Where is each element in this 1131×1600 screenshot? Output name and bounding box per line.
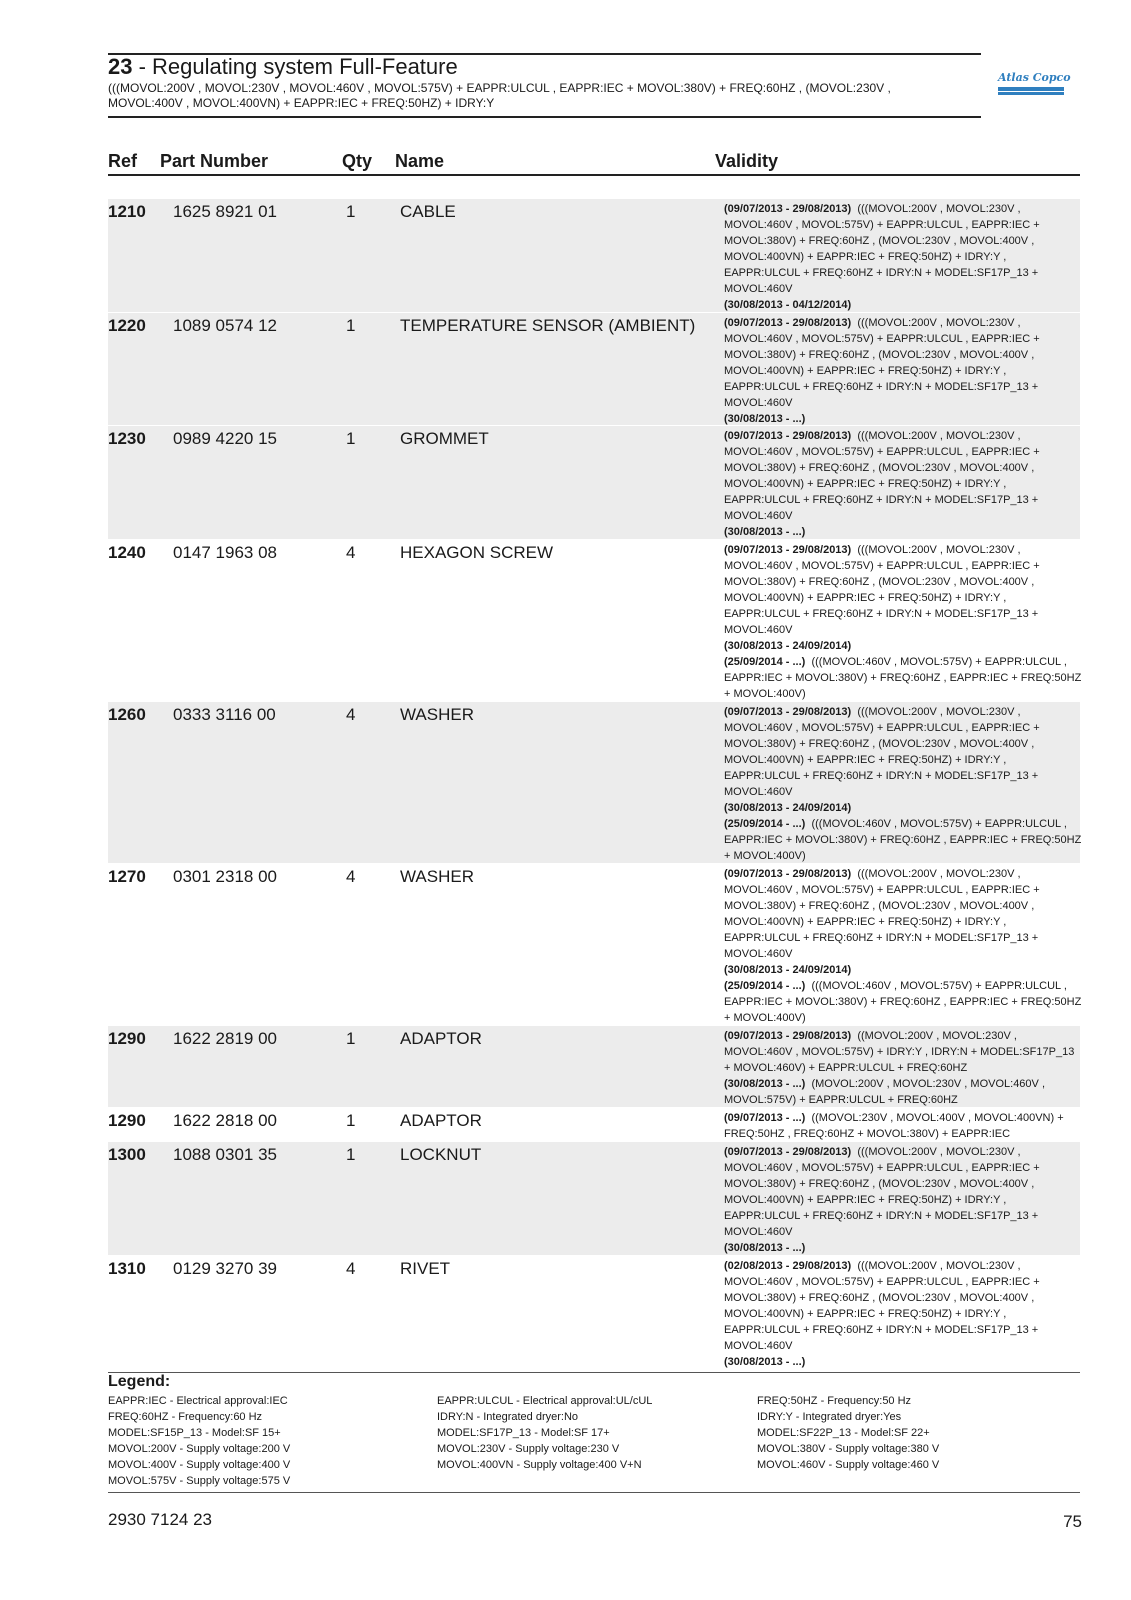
row-name: WASHER [400,867,474,886]
row-qty: 4 [346,867,356,886]
validity-condition: + MOVOL:400V) [724,688,806,700]
legend-entry: FREQ:60HZ - Frequency:60 Hz [108,1411,263,1423]
validity-date-range: (09/07/2013 - 29/08/2013) [724,203,852,215]
table-header-rule [108,174,1080,176]
validity-condition: EAPPR:ULCUL + FREQ:60HZ + IDRY:N + MODEL:SF17P_13 + [724,932,1039,944]
header-bottom-rule [108,116,981,118]
table-row [108,1142,1080,1255]
validity-condition: (((MOVOL:460V , MOVOL:575V) + EAPPR:ULCUL , [811,980,1067,992]
validity-condition: MOVOL:380V) + FREQ:60HZ , (MOVOL:230V , MOVOL:400V , [724,235,1035,247]
section-number: 23 [108,54,133,79]
validity-date-range: (09/07/2013 - 29/08/2013) [724,706,852,718]
row-ref: 1310 [108,1259,146,1278]
validity-line [724,994,1084,1010]
row-ref: 1300 [108,1145,146,1164]
validity-line [724,978,1084,994]
row-name: CABLE [400,202,456,221]
validity-condition: + MOVOL:400V) [724,1012,806,1024]
legend-entry: MODEL:SF17P_13 - Model:SF 17+ [437,1427,610,1439]
validity-date-range: (09/07/2013 - 29/08/2013) [724,544,852,556]
validity-condition: MOVOL:460V , MOVOL:575V) + EAPPR:ULCUL , EAPPR:IEC + [724,333,1040,345]
validity-condition: MOVOL:400VN) + EAPPR:IEC + FREQ:50HZ) + IDRY:Y , [724,478,1007,490]
validity-condition: ((MOVOL:200V , MOVOL:230V , [857,1030,1017,1042]
validity-condition: ((MOVOL:230V , MOVOL:400V , MOVOL:400VN) + [811,1112,1064,1124]
table-row [108,540,1080,701]
validity-condition: MOVOL:380V) + FREQ:60HZ , (MOVOL:230V , MOVOL:400V , [724,462,1035,474]
validity-condition: MOVOL:460V [724,624,793,636]
validity-line [724,720,1084,736]
row-part-number: 0147 1963 08 [173,543,277,562]
legend-entry: IDRY:N - Integrated dryer:No [437,1411,579,1423]
validity-condition: (((MOVOL:200V , MOVOL:230V , [857,317,1021,329]
validity-line [724,930,1084,946]
validity-line [724,638,1084,654]
validity-condition: MOVOL:460V [724,510,793,522]
validity-condition: MOVOL:575V) + EAPPR:ULCUL + FREQ:60HZ [724,1094,958,1106]
legend-entry: MOVOL:400V - Supply voltage:400 V [108,1459,291,1471]
legend-entry: MODEL:SF15P_13 - Model:SF 15+ [108,1427,281,1439]
validity-condition: MOVOL:400VN) + EAPPR:IEC + FREQ:50HZ) + IDRY:Y , [724,754,1007,766]
row-part-number: 1622 2819 00 [173,1029,277,1048]
section-subtitle: (((MOVOL:200V , MOVOL:230V , MOVOL:460V , MOVOL:575V) + EAPPR:ULCUL , EAPPR:IEC + MOVOL:380V) + FREQ:60HZ , (MOVOL:230V , MOVOL:400V , MOVOL:400VN) + EAPPR:IEC + FREQ:50HZ) + IDRY:Y [108,81,891,110]
validity-line [724,1290,1084,1306]
row-qty: 1 [346,1029,356,1048]
legend-entry: EAPPR:IEC - Electrical approval:IEC [108,1395,288,1407]
section-title-text: - Regulating system Full-Feature [132,54,458,79]
row-part-number: 0301 2318 00 [173,867,277,886]
validity-condition: EAPPR:ULCUL + FREQ:60HZ + IDRY:N + MODEL:SF17P_13 + [724,1324,1039,1336]
row-part-number: 0333 3116 00 [173,705,276,724]
row-qty: 1 [346,1145,356,1164]
validity-condition: EAPPR:ULCUL + FREQ:60HZ + IDRY:N + MODEL:SF17P_13 + [724,381,1039,393]
table-row [108,702,1080,863]
validity-date-range: (09/07/2013 - 29/08/2013) [724,317,852,329]
row-qty: 1 [346,429,356,448]
validity-line [724,1354,1084,1370]
document-number: 2930 7124 23 [108,1510,212,1529]
validity-line [724,768,1084,784]
validity-line [724,1224,1084,1240]
validity-line [724,331,1084,347]
validity-date-range: (30/08/2013 - ...) [724,526,806,538]
validity-condition: MOVOL:460V [724,283,793,295]
validity-condition: MOVOL:460V , MOVOL:575V) + EAPPR:ULCUL , EAPPR:IEC + [724,219,1040,231]
row-part-number: 1088 0301 35 [173,1145,277,1164]
row-ref: 1270 [108,867,146,886]
validity-line [724,542,1084,558]
validity-condition: MOVOL:380V) + FREQ:60HZ , (MOVOL:230V , MOVOL:400V , [724,1292,1035,1304]
validity-line [724,201,1084,217]
row-validity [724,1144,1084,1256]
row-validity [724,428,1084,540]
validity-line [724,784,1084,800]
legend-bottom-rule [108,1492,1080,1493]
validity-condition: (((MOVOL:460V , MOVOL:575V) + EAPPR:ULCUL , [811,656,1067,668]
validity-line [724,898,1084,914]
validity-condition: (((MOVOL:200V , MOVOL:230V , [857,430,1021,442]
atlas-copco-logo [998,68,1071,96]
validity-line [724,476,1084,492]
validity-line [724,1240,1084,1256]
validity-line [724,606,1084,622]
legend-entry: MODEL:SF22P_13 - Model:SF 22+ [757,1427,930,1439]
validity-condition: EAPPR:ULCUL + FREQ:60HZ + IDRY:N + MODEL:SF17P_13 + [724,770,1039,782]
validity-line [724,444,1084,460]
row-qty: 4 [346,543,356,562]
table-row [108,199,1080,312]
validity-line [724,832,1084,848]
validity-line [724,1274,1084,1290]
validity-condition: MOVOL:380V) + FREQ:60HZ , (MOVOL:230V , MOVOL:400V , [724,576,1035,588]
row-part-number: 0989 4220 15 [173,429,277,448]
validity-condition: MOVOL:380V) + FREQ:60HZ , (MOVOL:230V , MOVOL:400V , [724,1178,1035,1190]
validity-condition: MOVOL:460V , MOVOL:575V) + EAPPR:ULCUL , EAPPR:IEC + [724,560,1040,572]
validity-line [724,558,1084,574]
validity-condition: MOVOL:460V [724,1226,793,1238]
logo-bar-bottom [998,92,1064,95]
legend-entry: EAPPR:ULCUL - Electrical approval:UL/cUL [437,1395,653,1407]
column-header-part-number: Part Number [160,151,269,171]
validity-line [724,281,1084,297]
validity-line [724,249,1084,265]
validity-line [724,736,1084,752]
validity-condition: EAPPR:IEC + MOVOL:380V) + FREQ:60HZ , EAPPR:IEC + FREQ:50HZ [724,996,1082,1008]
validity-line [724,395,1084,411]
validity-line [724,866,1084,882]
validity-date-range: (30/08/2013 - 24/09/2014) [724,640,852,652]
validity-line [724,428,1084,444]
validity-condition: EAPPR:ULCUL + FREQ:60HZ + IDRY:N + MODEL:SF17P_13 + [724,608,1039,620]
validity-condition: + MOVOL:460V) + EAPPR:ULCUL + FREQ:60HZ [724,1062,968,1074]
row-validity [724,866,1084,1026]
validity-condition: MOVOL:460V , MOVOL:575V) + EAPPR:ULCUL , EAPPR:IEC + [724,1276,1040,1288]
validity-date-range: (30/08/2013 - ...) [724,1356,806,1368]
validity-line [724,1076,1084,1092]
validity-condition: MOVOL:460V , MOVOL:575V) + IDRY:Y , IDRY:N + MODEL:SF17P_13 [724,1046,1075,1058]
validity-line [724,1306,1084,1322]
validity-line [724,1144,1084,1160]
validity-date-range: (09/07/2013 - 29/08/2013) [724,430,852,442]
row-ref: 1290 [108,1111,146,1130]
validity-date-range: (25/09/2014 - ...) [724,656,806,668]
validity-date-range: (30/08/2013 - 04/12/2014) [724,299,852,311]
validity-condition: (((MOVOL:460V , MOVOL:575V) + EAPPR:ULCUL , [811,818,1067,830]
row-name: HEXAGON SCREW [400,543,554,562]
row-qty: 1 [346,1111,356,1130]
validity-line [724,217,1084,233]
legend-entry: MOVOL:460V - Supply voltage:460 V [757,1459,940,1471]
validity-line [724,752,1084,768]
logo-bar-top [998,87,1064,91]
validity-line [724,800,1084,816]
table-row [108,426,1080,539]
validity-condition: (MOVOL:200V , MOVOL:230V , MOVOL:460V , [811,1078,1045,1090]
row-name: WASHER [400,705,474,724]
row-name: RIVET [400,1259,451,1278]
validity-date-range: (09/07/2013 - 29/08/2013) [724,1030,852,1042]
validity-condition: MOVOL:460V [724,786,793,798]
validity-line [724,848,1084,864]
validity-condition: MOVOL:460V , MOVOL:575V) + EAPPR:ULCUL , EAPPR:IEC + [724,884,1040,896]
legend-entry: MOVOL:575V - Supply voltage:575 V [108,1475,291,1487]
table-row [108,1108,1080,1141]
validity-condition: (((MOVOL:200V , MOVOL:230V , [857,544,1021,556]
page-number: 75 [1063,1512,1082,1531]
validity-condition: MOVOL:400VN) + EAPPR:IEC + FREQ:50HZ) + IDRY:Y , [724,1194,1007,1206]
row-ref: 1230 [108,429,146,448]
validity-condition: EAPPR:ULCUL + FREQ:60HZ + IDRY:N + MODEL:SF17P_13 + [724,1210,1039,1222]
table-row [108,864,1080,1025]
validity-line [724,363,1084,379]
validity-line [724,654,1084,670]
validity-condition: MOVOL:400VN) + EAPPR:IEC + FREQ:50HZ) + IDRY:Y , [724,251,1007,263]
validity-condition: MOVOL:460V , MOVOL:575V) + EAPPR:ULCUL , EAPPR:IEC + [724,1162,1040,1174]
row-qty: 4 [346,705,356,724]
validity-condition: FREQ:50HZ , FREQ:60HZ + MOVOL:380V) + EAPPR:IEC [724,1128,1011,1140]
validity-date-range: (30/08/2013 - ...) [724,1078,806,1090]
row-part-number: 1089 0574 12 [173,316,277,335]
validity-line [724,1126,1084,1142]
validity-line [724,460,1084,476]
validity-line [724,265,1084,281]
table-row [108,313,1080,425]
validity-date-range: (09/07/2013 - 29/08/2013) [724,868,852,880]
row-qty: 1 [346,316,356,335]
validity-line [724,1028,1084,1044]
validity-line [724,1322,1084,1338]
validity-line [724,704,1084,720]
row-ref: 1290 [108,1029,146,1048]
validity-condition: MOVOL:400VN) + EAPPR:IEC + FREQ:50HZ) + IDRY:Y , [724,1308,1007,1320]
validity-condition: (((MOVOL:200V , MOVOL:230V , [857,1146,1021,1158]
validity-date-range: (25/09/2014 - ...) [724,980,806,992]
legend-top-rule [108,1372,1080,1373]
row-validity [724,1258,1084,1370]
validity-line [724,590,1084,606]
validity-date-range: (30/08/2013 - 24/09/2014) [724,964,852,976]
validity-condition: MOVOL:460V [724,1340,793,1352]
validity-condition: MOVOL:400VN) + EAPPR:IEC + FREQ:50HZ) + IDRY:Y , [724,916,1007,928]
validity-condition: MOVOL:380V) + FREQ:60HZ , (MOVOL:230V , MOVOL:400V , [724,900,1035,912]
row-part-number: 0129 3270 39 [173,1259,277,1278]
validity-condition: EAPPR:ULCUL + FREQ:60HZ + IDRY:N + MODEL:SF17P_13 + [724,267,1039,279]
row-ref: 1220 [108,316,146,335]
validity-condition: (((MOVOL:200V , MOVOL:230V , [857,706,1021,718]
row-validity [724,1110,1084,1142]
validity-date-range: (02/08/2013 - 29/08/2013) [724,1260,852,1272]
validity-condition: MOVOL:460V , MOVOL:575V) + EAPPR:ULCUL , EAPPR:IEC + [724,446,1040,458]
validity-date-range: (25/09/2014 - ...) [724,818,806,830]
logo-text: Atlas Copco [998,71,1071,84]
row-validity [724,542,1084,702]
validity-line [724,622,1084,638]
validity-line [724,962,1084,978]
validity-line [724,492,1084,508]
row-qty: 4 [346,1259,356,1278]
section-title [108,55,458,79]
validity-line [724,233,1084,249]
legend-entry: MOVOL:230V - Supply voltage:230 V [437,1443,620,1455]
validity-line [724,1208,1084,1224]
validity-line [724,1092,1084,1108]
row-ref: 1260 [108,705,146,724]
column-header-ref: Ref [108,151,138,171]
validity-line [724,379,1084,395]
row-validity [724,315,1084,427]
validity-line [724,1258,1084,1274]
legend-title: Legend: [108,1373,171,1390]
row-name: TEMPERATURE SENSOR (AMBIENT) [400,316,696,335]
validity-condition: (((MOVOL:200V , MOVOL:230V , [857,1260,1021,1272]
row-name: ADAPTOR [400,1111,482,1130]
validity-condition: MOVOL:380V) + FREQ:60HZ , (MOVOL:230V , MOVOL:400V , [724,349,1035,361]
row-name: ADAPTOR [400,1029,482,1048]
validity-line [724,1110,1084,1126]
validity-condition: (((MOVOL:200V , MOVOL:230V , [857,203,1021,215]
validity-line [724,882,1084,898]
table-row [108,1026,1080,1107]
row-name: LOCKNUT [400,1145,482,1164]
table-row [108,1256,1080,1369]
validity-date-range: (30/08/2013 - ...) [724,413,806,425]
validity-condition: MOVOL:400VN) + EAPPR:IEC + FREQ:50HZ) + IDRY:Y , [724,365,1007,377]
validity-line [724,508,1084,524]
row-name: GROMMET [400,429,489,448]
validity-line [724,686,1084,702]
validity-date-range: (09/07/2013 - 29/08/2013) [724,1146,852,1158]
validity-line [724,1044,1084,1060]
validity-line [724,347,1084,363]
validity-condition: MOVOL:460V [724,397,793,409]
validity-line [724,670,1084,686]
validity-line [724,1160,1084,1176]
validity-line [724,1192,1084,1208]
validity-condition: EAPPR:IEC + MOVOL:380V) + FREQ:60HZ , EAPPR:IEC + FREQ:50HZ [724,834,1082,846]
validity-line [724,1010,1084,1026]
validity-line [724,914,1084,930]
legend-entry: MOVOL:400VN - Supply voltage:400 V+N [437,1459,642,1471]
validity-condition: MOVOL:400VN) + EAPPR:IEC + FREQ:50HZ) + IDRY:Y , [724,592,1007,604]
row-ref: 1240 [108,543,146,562]
validity-line [724,1338,1084,1354]
validity-line [724,574,1084,590]
validity-condition: MOVOL:460V [724,948,793,960]
validity-line [724,411,1084,427]
column-header-validity: Validity [715,151,779,171]
row-ref: 1210 [108,202,146,221]
validity-condition: MOVOL:460V , MOVOL:575V) + EAPPR:ULCUL , EAPPR:IEC + [724,722,1040,734]
validity-condition: (((MOVOL:200V , MOVOL:230V , [857,868,1021,880]
validity-line [724,297,1084,313]
validity-line [724,524,1084,540]
row-validity [724,201,1084,313]
validity-date-range: (30/08/2013 - 24/09/2014) [724,802,852,814]
validity-condition: EAPPR:IEC + MOVOL:380V) + FREQ:60HZ , EAPPR:IEC + FREQ:50HZ [724,672,1082,684]
legend-entry: MOVOL:380V - Supply voltage:380 V [757,1443,940,1455]
validity-line [724,1176,1084,1192]
validity-condition: EAPPR:ULCUL + FREQ:60HZ + IDRY:N + MODEL:SF17P_13 + [724,494,1039,506]
validity-line [724,816,1084,832]
row-part-number: 1625 8921 01 [173,202,277,221]
column-header-qty: Qty [342,151,373,171]
validity-line [724,1060,1084,1076]
row-validity [724,704,1084,864]
legend-entry: MOVOL:200V - Supply voltage:200 V [108,1443,291,1455]
legend-entry: FREQ:50HZ - Frequency:50 Hz [757,1395,912,1407]
validity-line [724,315,1084,331]
row-validity [724,1028,1084,1108]
legend-entry: IDRY:Y - Integrated dryer:Yes [757,1411,902,1423]
column-header-name: Name [395,151,445,171]
validity-condition: MOVOL:380V) + FREQ:60HZ , (MOVOL:230V , MOVOL:400V , [724,738,1035,750]
row-qty: 1 [346,202,356,221]
validity-condition: + MOVOL:400V) [724,850,806,862]
validity-date-range: (09/07/2013 - ...) [724,1112,806,1124]
validity-date-range: (30/08/2013 - ...) [724,1242,806,1254]
row-part-number: 1622 2818 00 [173,1111,277,1130]
validity-line [724,946,1084,962]
